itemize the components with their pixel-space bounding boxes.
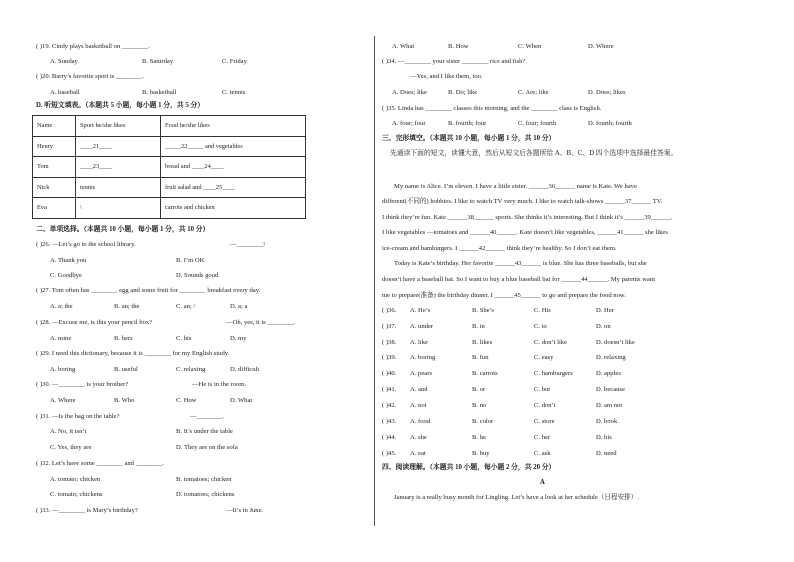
cloze-line: different(不同的) hobbies. I like to watch TV very much. I like to watch talk-shows ______37______ TV. — [382, 198, 663, 205]
q32-option-a: A. tomato; chicken — [50, 476, 101, 483]
q36-option-a: A. He’s — [410, 307, 431, 314]
q34-option-d: D. Does; likes — [588, 89, 626, 96]
table-header: Food he/she likes — [161, 116, 306, 137]
q33-option-b: B. How — [448, 43, 469, 50]
q31-option-b: B. It’s under the table — [176, 428, 233, 435]
q45-option-d: D. need — [596, 450, 617, 457]
question-27: ( )27. Tom often has ________ egg and some fruit for ________ breakfast every day. — [36, 287, 261, 294]
q27-option-b: B. an; the — [114, 303, 140, 310]
q43-option-c: C. store — [534, 418, 555, 425]
section-d-heading: D. 听短文填表。（本题共 5 小题，每小题 1 分，共 5 分） — [36, 102, 205, 109]
table-row — [33, 136, 306, 157]
q19-option-c: C. Friday — [222, 58, 247, 65]
cloze-question-36: ( )36. — [382, 307, 397, 314]
q26-option-d: D. Sounds good — [176, 272, 219, 279]
question-34: ( )34. —________ your sister ________ rice and fish? — [382, 58, 526, 65]
q19-option-a: A. Sunday — [50, 58, 78, 65]
question-30: ( )30. —________ is your brother? — [36, 381, 129, 388]
q20-option-c: C. tennis — [222, 89, 246, 96]
q43-option-d: D. book — [596, 418, 618, 425]
q35-option-a: A. four; four — [392, 120, 426, 127]
cloze-line: doesn’t have a baseball bat. So I want to buy a blue baseball bat for ______44______. My parents want — [382, 276, 656, 283]
q40-option-a: A. pears — [410, 370, 432, 377]
question-20: ( )20. Barry’s favorite sport is ________. — [36, 73, 145, 80]
q34-option-a: A. Does; like — [392, 89, 427, 96]
q45-option-b: B. buy — [472, 450, 490, 457]
q40-option-b: B. carrots — [472, 370, 498, 377]
q35-option-d: D. fourth; fourth — [588, 120, 632, 127]
q37-option-b: B. in — [472, 323, 485, 330]
q41-option-d: D. because — [596, 386, 625, 393]
cloze-question-43: ( )43. — [382, 418, 397, 425]
q40-option-d: D. apples — [596, 370, 621, 377]
q26-option-a: A. Thank you — [50, 257, 87, 264]
question-34-reply: —Yes, and I like them, too. — [410, 73, 483, 80]
listening-table — [32, 115, 306, 219]
q41-option-a: A. and — [410, 386, 428, 393]
table-cell: Nick — [33, 177, 76, 198]
section-4-heading: 四、阅读理解。（本题共 10 小题，每小题 2 分，共 20 分） — [382, 464, 556, 471]
table-row — [33, 177, 306, 198]
question-32: ( )32. Let’s have some ________ and ________. — [36, 460, 164, 467]
q34-option-c: C. Are; like — [518, 89, 549, 96]
cloze-line: I like vegetables —tomatoes and ______40______. Kate doesn’t like vegetables, ______41______ she likes — [382, 229, 668, 236]
q26-option-c: C. Goodbye — [50, 272, 82, 279]
q42-option-c: C. don’t — [534, 402, 556, 409]
q43-option-b: B. color — [472, 418, 494, 425]
q39-option-c: C. easy — [534, 354, 554, 361]
q42-option-b: B. no — [472, 402, 487, 409]
q33-option-a: A. What — [392, 43, 415, 50]
table-header: Sport he/she likes — [76, 116, 161, 137]
q39-option-a: A. boring — [410, 354, 436, 361]
q44-option-c: C. her — [534, 434, 551, 441]
cloze-question-42: ( )42. — [382, 402, 397, 409]
reading-a-intro: January is a really busy month for Lingling. Let’s have a look at her schedule（日程安排）. — [394, 494, 640, 501]
q26-option-b: B. I’m OK — [176, 257, 205, 264]
q30-option-b: B. Who — [114, 397, 135, 404]
q37-option-a: A. under — [410, 323, 434, 330]
question-33: ( )33. —________ is Mary’s birthday? — [36, 507, 138, 514]
column-divider — [374, 36, 375, 526]
q27-option-a: A. a; the — [50, 303, 73, 310]
q30-option-a: A. Where — [50, 397, 76, 404]
q27-option-d: D. a; a — [230, 303, 248, 310]
table-cell: tennis — [76, 177, 161, 198]
question-31: ( )31. —Is the bag on the table? — [36, 413, 120, 420]
section-2-heading: 二、单项选择。（本题共 10 小题，每小题 1 分，共 10 分） — [36, 226, 210, 233]
q41-option-c: C. but — [534, 386, 551, 393]
cloze-line: My name is Alice. I’m eleven. I have a little sister. ______36______ name is Kate. We have — [394, 183, 637, 190]
q28-option-d: D. my — [230, 335, 247, 342]
table-row — [33, 198, 306, 219]
question-28-reply: —Oh, yes, it is ________. — [226, 319, 296, 326]
cloze-line: I think they’re fun. Kate ______38______ sports. She thinks it’s interesting. But I think it’s ______39______. — [382, 214, 673, 221]
q43-option-a: A. food — [410, 418, 431, 425]
question-29: ( )29. I need this dictionary, because it is ________ for my English study. — [36, 350, 230, 357]
reading-part-a-label: A — [540, 479, 545, 486]
q38-option-a: A. like — [410, 339, 428, 346]
q20-option-b: B. basketball — [142, 89, 177, 96]
q31-option-a: A. No, it isn’t — [50, 428, 87, 435]
cloze-line: me to prepare(准备) the birthday dinner. I ______45______ to go and prepare the food now. — [382, 292, 626, 299]
cloze-instructions: 先通读下面的短文，读懂大意，然后从短文后各题所给 A、B、C、D 四个选项中选择最佳答案。 — [390, 150, 678, 157]
question-31-reply: —________. — [190, 413, 225, 420]
q32-option-d: D. tomatoes; chickens — [176, 491, 235, 498]
q29-option-c: C. relaxing — [176, 366, 206, 373]
q44-option-a: A. she — [410, 434, 427, 441]
table-cell: _____22_____ and vegetables — [161, 136, 306, 157]
table-cell: Eva — [33, 198, 76, 219]
cloze-question-44: ( )44. — [382, 434, 397, 441]
q29-option-b: B. useful — [114, 366, 138, 373]
q28-option-b: B. hers — [114, 335, 133, 342]
question-28: ( )28. —Excuse me, is this your pencil box? — [36, 319, 153, 326]
q30-option-d: D. What — [230, 397, 253, 404]
cloze-question-45: ( )45. — [382, 450, 397, 457]
q38-option-b: B. likes — [472, 339, 493, 346]
cloze-question-40: ( )40. — [382, 370, 397, 377]
table-cell: fruit salad and ____25____ — [161, 177, 306, 198]
q44-option-b: B. he — [472, 434, 486, 441]
table-header-row — [33, 116, 306, 137]
q33-option-c: C. When — [518, 43, 542, 50]
q28-option-a: A. mine — [50, 335, 72, 342]
cloze-line: ice-cream and hamburgers. I ______42______ think they’re healthy. So I don’t eat them. — [382, 245, 617, 252]
q36-option-d: D. Her — [596, 307, 614, 314]
q29-option-a: A. boring — [50, 366, 76, 373]
q41-option-b: B. or — [472, 386, 486, 393]
q31-option-c: C. Yes, they are — [50, 444, 92, 451]
question-35: ( )35. Linda has ________ classes this morning, and the ________ class is English. — [382, 105, 602, 112]
q39-option-b: B. fun — [472, 354, 489, 361]
table-row — [33, 157, 306, 178]
table-cell: ____23____ — [76, 157, 161, 178]
q28-option-c: C. his — [176, 335, 192, 342]
q34-option-b: B. Do; like — [448, 89, 478, 96]
q39-option-d: D. relaxing — [596, 354, 626, 361]
q37-option-d: D. on — [596, 323, 611, 330]
q42-option-d: D. am not — [596, 402, 623, 409]
q35-option-c: C. four; fourth — [518, 120, 557, 127]
q19-option-b: B. Saturday — [142, 58, 174, 65]
q35-option-b: B. fourth; four — [448, 120, 487, 127]
q36-option-b: B. She’s — [472, 307, 494, 314]
q42-option-a: A. not — [410, 402, 427, 409]
q33-option-d: D. Where — [588, 43, 614, 50]
table-header: Name — [33, 116, 76, 137]
q44-option-d: D. his — [596, 434, 612, 441]
cloze-question-37: ( )37. — [382, 323, 397, 330]
cloze-question-41: ( )41. — [382, 386, 397, 393]
q32-option-b: B. tomatoes; chicken — [176, 476, 232, 483]
table-cell: carrots and chicken — [161, 198, 306, 219]
question-30-reply: —He is in the room. — [192, 381, 247, 388]
q45-option-c: C. ask — [534, 450, 551, 457]
q38-option-d: D. doesn’t like — [596, 339, 635, 346]
q40-option-c: C. hamburgers — [534, 370, 573, 377]
q29-option-d: D. difficult — [230, 366, 260, 373]
q38-option-c: C. don’t like — [534, 339, 568, 346]
question-26-reply: —________! — [230, 241, 266, 248]
question-26: ( )26. —Let’s go to the school library. — [36, 241, 136, 248]
q45-option-a: A. eat — [410, 450, 426, 457]
q37-option-c: C. to — [534, 323, 547, 330]
q20-option-a: A. baseball — [50, 89, 80, 96]
section-3-heading: 三、完形填空。（本题共 10 小题，每小题 1 分，共 10 分） — [382, 135, 556, 142]
table-cell: Tom — [33, 157, 76, 178]
table-cell: ____21____ — [76, 136, 161, 157]
q27-option-c: C. an; / — [176, 303, 196, 310]
question-19: ( )19. Cindy plays basketball on ________. — [36, 43, 150, 50]
q31-option-d: D. They are on the sofa — [176, 444, 238, 451]
table-cell: bread and ____24____ — [161, 157, 306, 178]
question-33-reply: —It’s in June. — [226, 507, 264, 514]
q32-option-c: C. tomato; chickens — [50, 491, 103, 498]
table-cell: Henry — [33, 136, 76, 157]
table-cell: \ — [76, 198, 161, 219]
q36-option-c: C. His — [534, 307, 551, 314]
cloze-question-39: ( )39. — [382, 354, 397, 361]
cloze-question-38: ( )38. — [382, 339, 397, 346]
q30-option-c: C. How — [176, 397, 197, 404]
cloze-line: Today is Kate’s birthday. Her favorite ______43______ is blue. She has three baseballs, but she — [394, 260, 647, 267]
